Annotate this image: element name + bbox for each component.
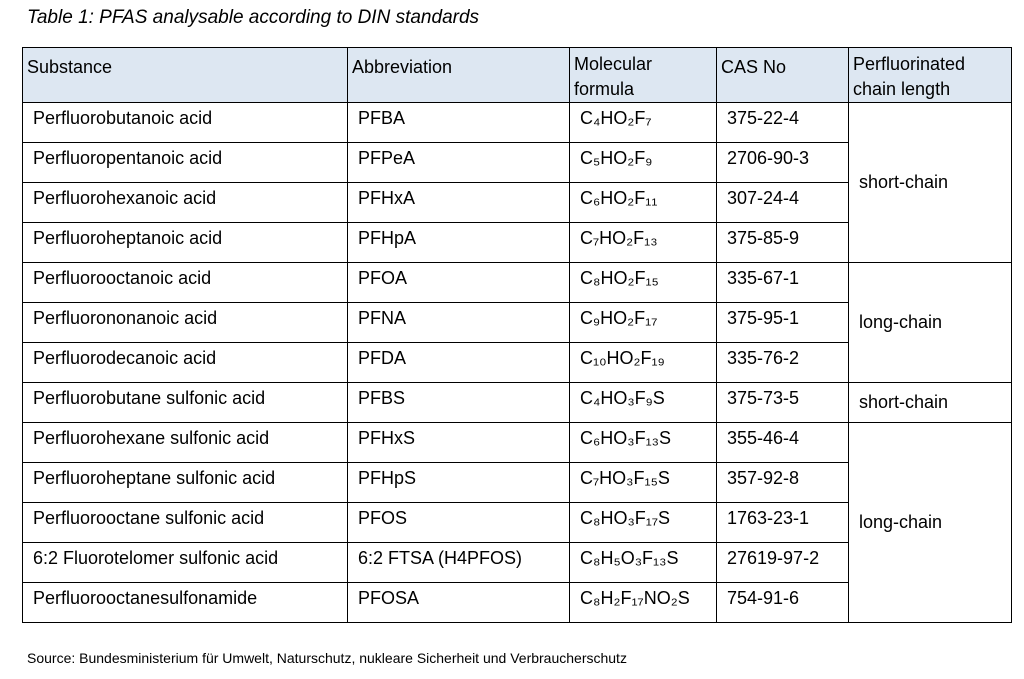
cas-cell: 375-95-1 <box>717 303 849 343</box>
formula-cell: C₇HO₂F₁₃ <box>570 223 717 263</box>
cas-cell: 2706-90-3 <box>717 143 849 183</box>
formula-cell: C₈H₅O₃F₁₃S <box>570 543 717 583</box>
chain-group-cell: short-chain <box>849 383 1012 423</box>
abbreviation-cell: PFBS <box>348 383 570 423</box>
abbreviation-cell: PFOA <box>348 263 570 303</box>
table-caption: Table 1: PFAS analysable according to DIN standards <box>27 7 480 28</box>
substance-cell: Perfluorobutanoic acid <box>23 103 348 143</box>
chain-group-cell: long-chain <box>849 263 1012 383</box>
substance-cell: Perfluorodecanoic acid <box>23 343 348 383</box>
abbreviation-cell: PFHpS <box>348 463 570 503</box>
cas-cell: 307-24-4 <box>717 183 849 223</box>
formula-cell: C₅HO₂F₉ <box>570 143 717 183</box>
table-row <box>23 103 1012 143</box>
formula-cell: C₆HO₂F₁₁ <box>570 183 717 223</box>
table-row <box>23 263 1012 303</box>
cas-cell: 357-92-8 <box>717 463 849 503</box>
substance-cell: Perfluorohexanoic acid <box>23 183 348 223</box>
cas-cell: 27619-97-2 <box>717 543 849 583</box>
abbreviation-cell: PFPeA <box>348 143 570 183</box>
formula-cell: C₈HO₂F₁₅ <box>570 263 717 303</box>
abbreviation-cell: PFOSA <box>348 583 570 623</box>
cas-cell: 1763-23-1 <box>717 503 849 543</box>
substance-cell: Perfluorooctanesulfonamide <box>23 583 348 623</box>
formula-cell: C₄HO₃F₉S <box>570 383 717 423</box>
cas-cell: 335-76-2 <box>717 343 849 383</box>
substance-cell: Perfluorohexane sulfonic acid <box>23 423 348 463</box>
substance-cell: Perfluorooctanoic acid <box>23 263 348 303</box>
abbreviation-cell: PFBA <box>348 103 570 143</box>
cas-cell: 375-85-9 <box>717 223 849 263</box>
pfas-table <box>22 47 1012 623</box>
header-cas-no: CAS No <box>717 48 849 103</box>
chain-group-cell: short-chain <box>849 103 1012 263</box>
cas-cell: 335-67-1 <box>717 263 849 303</box>
header-row <box>23 48 1012 103</box>
cas-cell: 375-73-5 <box>717 383 849 423</box>
abbreviation-cell: PFHpA <box>348 223 570 263</box>
header-substance: Substance <box>23 48 348 103</box>
abbreviation-cell: PFDA <box>348 343 570 383</box>
formula-cell: C₄HO₂F₇ <box>570 103 717 143</box>
chain-group-cell: long-chain <box>849 423 1012 623</box>
formula-cell: C₈H₂F₁₇NO₂S <box>570 583 717 623</box>
source-note: Source: Bundesministerium für Umwelt, Naturschutz, nukleare Sicherheit und Verbraucherschutz <box>27 650 627 666</box>
substance-cell: Perfluorononanoic acid <box>23 303 348 343</box>
header-abbreviation: Abbreviation <box>348 48 570 103</box>
header-molecular-formula: Molecular formula <box>570 48 717 103</box>
formula-cell: C₁₀HO₂F₁₉ <box>570 343 717 383</box>
substance-cell: Perfluorobutane sulfonic acid <box>23 383 348 423</box>
abbreviation-cell: PFOS <box>348 503 570 543</box>
formula-cell: C₈HO₃F₁₇S <box>570 503 717 543</box>
substance-cell: Perfluorooctane sulfonic acid <box>23 503 348 543</box>
table-row <box>23 383 1012 423</box>
abbreviation-cell: PFHxA <box>348 183 570 223</box>
substance-cell: Perfluoropentanoic acid <box>23 143 348 183</box>
cas-cell: 355-46-4 <box>717 423 849 463</box>
cas-cell: 375-22-4 <box>717 103 849 143</box>
substance-cell: Perfluoroheptane sulfonic acid <box>23 463 348 503</box>
substance-cell: 6:2 Fluorotelomer sulfonic acid <box>23 543 348 583</box>
abbreviation-cell: 6:2 FTSA (H4PFOS) <box>348 543 570 583</box>
header-chain-length: Perfluorinated chain length <box>849 48 1012 103</box>
formula-cell: C₇HO₃F₁₅S <box>570 463 717 503</box>
abbreviation-cell: PFHxS <box>348 423 570 463</box>
formula-cell: C₉HO₂F₁₇ <box>570 303 717 343</box>
abbreviation-cell: PFNA <box>348 303 570 343</box>
substance-cell: Perfluoroheptanoic acid <box>23 223 348 263</box>
cas-cell: 754-91-6 <box>717 583 849 623</box>
table-row <box>23 423 1012 463</box>
formula-cell: C₆HO₃F₁₃S <box>570 423 717 463</box>
